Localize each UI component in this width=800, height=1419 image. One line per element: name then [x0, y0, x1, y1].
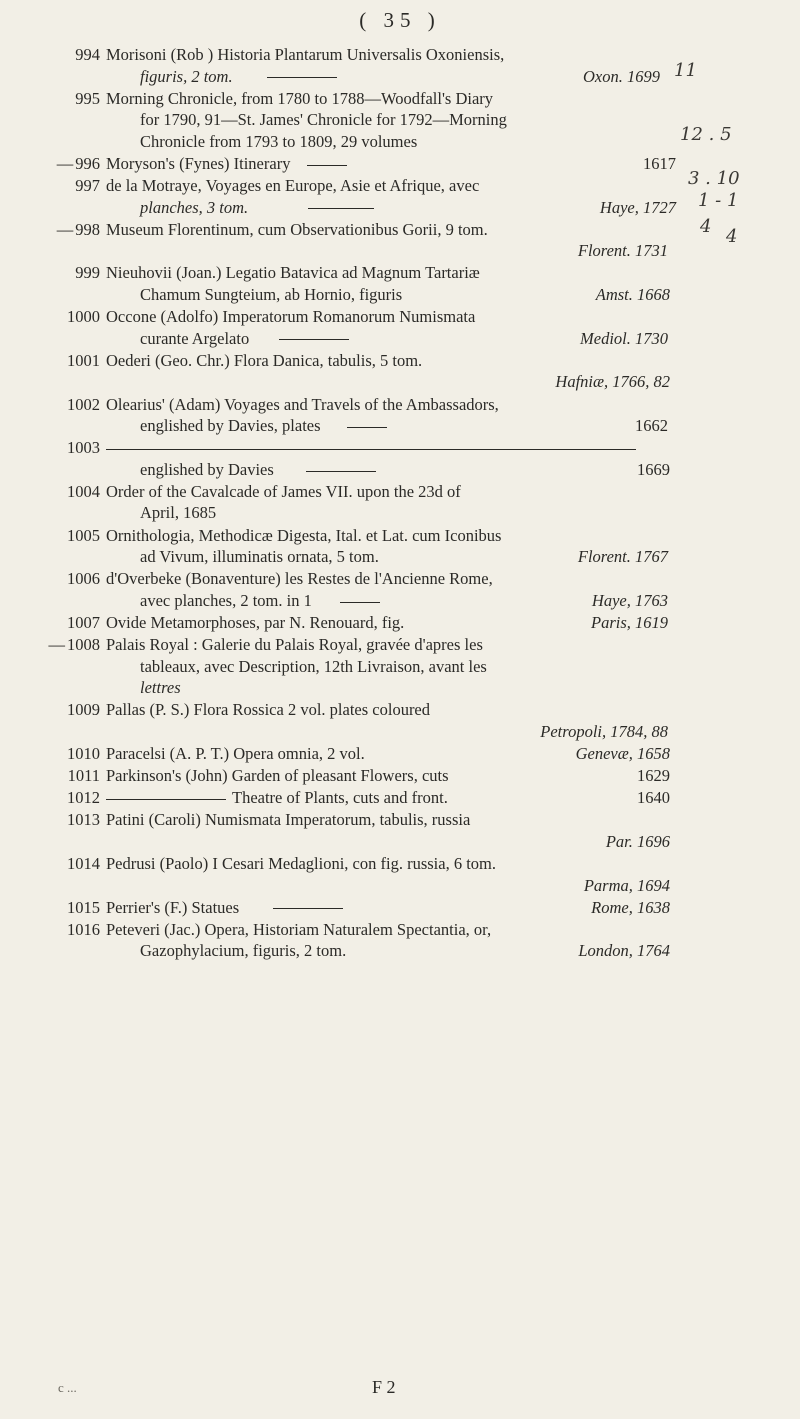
lot-dash: — — [48, 635, 65, 655]
lot-number: 997 — [75, 176, 100, 196]
lot-number: 996 — [75, 153, 100, 173]
imprint: London, 1764 — [578, 941, 670, 961]
margin-price: 4 — [726, 226, 738, 247]
entry-text: curante Argelato — [140, 328, 250, 348]
imprint: 1629 — [637, 766, 670, 786]
ditto-rule — [306, 471, 376, 472]
lot-entry — [48, 437, 756, 480]
lot-entry — [48, 525, 756, 568]
lot-list — [48, 44, 756, 962]
lot-entry — [48, 853, 756, 896]
entry-text: englished by Davies, plates — [140, 416, 321, 436]
lot-entry — [48, 262, 756, 305]
entry-text: Pedrusi (Paolo) I Cesari Medaglioni, con fig. russia, 6 tom. — [106, 853, 496, 873]
imprint: Parma, 1694 — [583, 875, 670, 895]
entry-text: April, 1685 — [140, 503, 217, 523]
margin-price: 12 . 5 — [680, 124, 732, 145]
lot-entry — [48, 350, 756, 393]
ditto-rule — [308, 208, 374, 209]
lot-entry — [48, 568, 756, 611]
lot-dash: — — [56, 153, 74, 173]
entry-text: d'Overbeke (Bonaventure) les Restes de l'Ancienne Rome, — [106, 569, 493, 589]
entry-text: Morning Chronicle, from 1780 to 1788—Woodfall's Diary — [106, 88, 494, 108]
lot-entry — [48, 699, 756, 742]
lot-entry — [48, 634, 756, 699]
lot-entry — [48, 765, 756, 787]
entry-text: englished by Davies — [140, 459, 274, 479]
entry-text: Theatre of Plants, cuts and front. — [232, 788, 448, 808]
lot-number: 1001 — [67, 350, 100, 370]
imprint: 1640 — [637, 788, 670, 808]
lot-number: 1016 — [67, 919, 100, 939]
imprint: 1669 — [637, 459, 670, 479]
ditto-rule — [273, 908, 343, 909]
lot-entry — [48, 175, 756, 218]
lot-number: 1006 — [67, 569, 100, 589]
entry-text: Palais Royal : Galerie du Palais Royal, gravée d'apres les — [106, 635, 483, 655]
entry-text: Nieuhovii (Joan.) Legatio Batavica ad Magnum Tartariæ — [106, 263, 480, 283]
lot-number: 1000 — [67, 307, 100, 327]
imprint: Genevæ, 1658 — [575, 744, 670, 763]
lot-number: 1011 — [67, 766, 100, 786]
lot-dash: — — [56, 219, 74, 239]
entry-text: lettres — [140, 678, 181, 698]
entry-text: Museum Florentinum, cum Observationibus Gorii, 9 tom. — [106, 219, 488, 239]
lot-number: 1005 — [67, 525, 100, 545]
ditto-rule — [347, 427, 387, 428]
entry-text: Pallas (P. S.) Flora Rossica 2 vol. plates coloured — [106, 700, 431, 720]
lot-number: 999 — [75, 263, 100, 283]
lot-entry — [48, 743, 756, 765]
entry-text: Chamum Sungteium, ab Hornio, figuris — [140, 285, 403, 305]
imprint: Haye, 1727 — [599, 197, 676, 217]
page-number: ( 35 ) — [359, 8, 441, 32]
entry-text: Parkinson's (John) Garden of pleasant Flowers, cuts — [106, 766, 449, 786]
entry-text: Morisoni (Rob ) Historia Plantarum Universalis Oxoniensis, — [106, 45, 505, 64]
entry-text: figuris, 2 tom. — [140, 66, 233, 86]
entry-text: Ovide Metamorphoses, par N. Renouard, fig. — [106, 612, 405, 632]
lot-entry — [48, 153, 756, 175]
margin-price: 4 — [700, 216, 712, 237]
entry-text: ad Vivum, illuminatis ornata, 5 tom. — [140, 547, 379, 567]
ditto-rule — [279, 339, 349, 340]
imprint: Rome, 1638 — [591, 897, 670, 917]
lot-entry — [48, 787, 756, 809]
lot-entry — [48, 612, 756, 634]
lot-number: 1015 — [67, 897, 100, 917]
lot-entry — [48, 919, 756, 962]
imprint: Mediol. 1730 — [580, 328, 668, 348]
margin-price: 3 . 10 — [688, 168, 740, 189]
lot-number: 1008 — [67, 635, 100, 655]
imprint: 1617 — [643, 153, 676, 173]
entry-text: Gazophylacium, figuris, 2 tom. — [140, 941, 347, 961]
margin-price: 1 - 1 — [698, 190, 739, 211]
lot-number: 1010 — [67, 744, 100, 763]
entry-text: Occone (Adolfo) Imperatorum Romanorum Numismata — [106, 307, 476, 327]
imprint: Amst. 1668 — [595, 285, 670, 305]
entry-text: avec planches, 2 tom. in 1 — [140, 590, 312, 610]
ditto-rule — [267, 77, 337, 78]
entry-text: Oederi (Geo. Chr.) Flora Danica, tabulis, 5 tom. — [106, 350, 423, 370]
imprint: Florent. 1767 — [577, 547, 668, 567]
entry-text: Patini (Caroli) Numismata Imperatorum, tabulis, russia — [106, 810, 471, 830]
lot-entry — [48, 809, 756, 852]
entry-text: Perrier's (F.) Statues — [106, 897, 240, 917]
lot-entry — [48, 88, 756, 153]
lot-number: 998 — [75, 219, 100, 239]
entry-text: for 1790, 91—St. James' Chronicle for 1792—Morning — [140, 110, 507, 130]
entry-text: Peteveri (Jac.) Opera, Historiam Naturalem Spectantia, or, — [106, 919, 492, 939]
entry-text: Ornithologia, Methodicæ Digesta, Ital. et Lat. cum Iconibus — [106, 525, 502, 545]
entry-text: Chronicle from 1793 to 1809, 29 volumes — [140, 131, 418, 151]
lot-number: 1002 — [67, 394, 100, 414]
ditto-rule — [340, 602, 380, 603]
lot-entry — [48, 44, 756, 87]
entry-text: Paracelsi (A. P. T.) Opera omnia, 2 vol. — [106, 744, 365, 763]
entry-text: de la Motraye, Voyages en Europe, Asie et Afrique, avec — [106, 176, 480, 196]
lot-number: 994 — [75, 45, 100, 64]
entry-text: planches, 3 tom. — [140, 197, 249, 217]
imprint: 1662 — [635, 416, 668, 436]
lot-entry — [48, 219, 756, 262]
lot-number: 1009 — [67, 700, 100, 720]
ditto-rule — [106, 449, 636, 450]
imprint: Paris, 1619 — [590, 612, 668, 632]
entry-text: tableaux, avec Description, 12th Livraison, avant les — [140, 656, 487, 676]
margin-price: 11 — [674, 60, 697, 81]
entry-text: Moryson's (Fynes) Itinerary — [106, 153, 291, 173]
ditto-rule — [307, 165, 347, 166]
imprint: Hafniæ, 1766, 82 — [555, 372, 670, 392]
lot-number: 995 — [75, 88, 100, 108]
imprint: Oxon. 1699 — [583, 66, 660, 86]
ditto-rule — [106, 799, 226, 800]
lot-number: 1004 — [67, 481, 100, 501]
imprint: Haye, 1763 — [591, 590, 668, 610]
imprint: Florent. 1731 — [577, 241, 668, 261]
lot-number: 1012 — [67, 788, 100, 808]
entry-text: Order of the Cavalcade of James VII. upon the 23d of — [106, 481, 461, 501]
lot-entry — [48, 897, 756, 919]
lot-entry — [48, 481, 756, 524]
lot-number: 1013 — [67, 810, 100, 830]
lot-number: 1014 — [67, 853, 100, 873]
lot-number: 1007 — [67, 612, 100, 632]
lot-entry — [48, 306, 756, 349]
entry-text: Olearius' (Adam) Voyages and Travels of the Ambassadors, — [106, 394, 499, 414]
signature-mark: F 2 — [372, 1377, 396, 1397]
lot-entry — [48, 394, 756, 437]
imprint: Petropoli, 1784, 88 — [540, 721, 668, 741]
imprint: Par. 1696 — [605, 831, 670, 851]
lot-number: 1003 — [67, 438, 100, 458]
footer-mark: c ... — [58, 1380, 77, 1395]
